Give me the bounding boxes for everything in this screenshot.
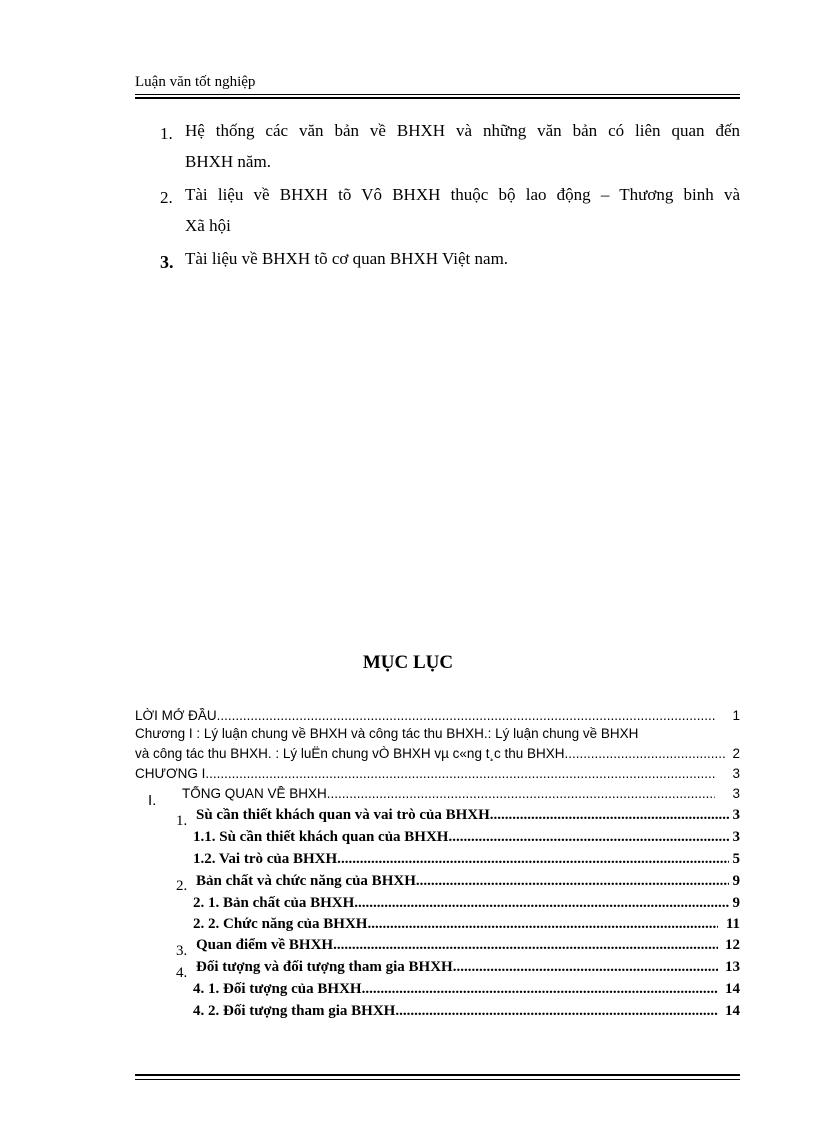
toc-page-number: 11 xyxy=(725,916,740,932)
toc-entry-text: 2. 2. Chức năng của BHXH. xyxy=(193,916,372,932)
toc-entry-text: 1.1. Sù cần thiết khách quan của BHXH xyxy=(193,829,449,845)
header-rule-bottom xyxy=(135,97,740,99)
toc-leader xyxy=(416,873,729,890)
toc-entry[interactable] xyxy=(135,746,727,761)
toc-entry-number: I. xyxy=(148,792,157,809)
toc-entry-text: LỜI MỞ ĐẦU xyxy=(135,708,217,723)
toc-page-number: 3 xyxy=(732,766,740,781)
toc-entry[interactable] xyxy=(135,726,740,741)
toc-entry-text: Bản chất và chức năng của BHXH xyxy=(196,873,416,889)
toc-entry[interactable] xyxy=(135,766,715,781)
toc-page-number: 13 xyxy=(725,959,740,975)
reference-number: 1. xyxy=(160,124,173,143)
toc-entry-text: Chương I : Lý luận chung về BHXH và công tác thu BHXH.: Lý luận chung về BHXH xyxy=(135,726,639,741)
reference-line: Hệ thống các văn bản về BHXH và những văn bản có liên quan đến xyxy=(185,121,740,140)
toc-leader xyxy=(327,786,715,801)
running-header: Luận văn tốt nghiệp xyxy=(135,74,256,90)
toc-page-number: 3 xyxy=(732,786,740,801)
toc-leader xyxy=(371,916,718,933)
toc-page-number: 3 xyxy=(732,807,740,823)
reference-line: Tài liệu về BHXH tõ cơ quan BHXH Việt nam. xyxy=(185,249,509,268)
toc-entry-number: 3. xyxy=(176,943,188,959)
toc-page-number: 12 xyxy=(725,937,740,953)
toc-leader xyxy=(205,766,715,781)
header-rule-top xyxy=(135,94,740,95)
toc-entry-text: 4. 2. Đối tượng tham gia BHXH. xyxy=(193,1003,400,1019)
footer-rule-bottom xyxy=(135,1079,740,1080)
toc-entry[interactable] xyxy=(196,807,729,824)
footer-rule-top xyxy=(135,1074,740,1076)
toc-entry-number: 2. xyxy=(176,878,188,894)
toc-page-number: 3 xyxy=(732,829,740,845)
toc-page-number: 14 xyxy=(725,1003,740,1019)
toc-entry[interactable] xyxy=(196,937,718,954)
toc-entry-number: 4. xyxy=(176,965,188,981)
toc-page-number: 1 xyxy=(732,708,740,723)
toc-leader xyxy=(399,1003,718,1020)
toc-entry[interactable] xyxy=(193,1003,718,1020)
toc-entry[interactable] xyxy=(193,895,729,912)
toc-page-number: 14 xyxy=(725,981,740,997)
toc-entry[interactable] xyxy=(193,916,718,933)
toc-entry-text: 4. 1. Đối tượng của BHXH. xyxy=(193,981,366,997)
toc-leader xyxy=(365,981,718,998)
toc-entry-text: Đối tượng và đối tượng tham gia BHXH. xyxy=(196,959,457,975)
toc-leader xyxy=(341,851,729,868)
toc-entry-number: 1. xyxy=(176,813,188,829)
toc-entry-text: Sù cần thiết khách quan và vai trò của BHXH xyxy=(196,807,490,823)
toc-entry[interactable] xyxy=(196,959,718,976)
reference-line: Xã hội xyxy=(185,216,231,235)
reference-line: BHXH năm. xyxy=(185,152,271,171)
toc-leader xyxy=(448,829,729,846)
toc-page-number: 9 xyxy=(732,873,740,889)
toc-entry-text: TỔNG QUAN VỀ BHXH xyxy=(182,786,327,801)
toc-entry-text: Quan điểm về BHXH xyxy=(196,937,334,953)
toc-page-number: 5 xyxy=(732,851,740,867)
toc-entry-text: và công tác thu BHXH. : Lý luËn chung vÒ BHXH vµ c«ng t¸c thu BHXH. xyxy=(135,746,569,761)
toc-entry[interactable] xyxy=(193,829,729,846)
toc-entry-text: CHƯƠNG I xyxy=(135,766,206,781)
toc-leader xyxy=(333,937,718,954)
toc-leader xyxy=(490,807,729,824)
toc-page-number: 9 xyxy=(732,895,740,911)
toc-title: MỤC LỤC xyxy=(362,652,454,673)
toc-entry[interactable] xyxy=(193,981,718,998)
reference-line: Tài liệu về BHXH tõ Vô BHXH thuộc bộ lao động – Thương binh và xyxy=(185,185,740,204)
toc-page-number: 2 xyxy=(732,746,740,761)
toc-entry[interactable] xyxy=(196,873,729,890)
toc-leader xyxy=(217,708,715,723)
reference-number: 2. xyxy=(160,188,173,207)
toc-entry[interactable] xyxy=(135,708,715,723)
toc-entry-text: 2. 1. Bản chất của BHXH. xyxy=(193,895,359,911)
toc-entry[interactable] xyxy=(182,786,715,801)
toc-leader xyxy=(358,895,729,912)
toc-entry-text: 1.2. Vai trò của BHXH. xyxy=(193,851,341,867)
reference-number: 3. xyxy=(160,252,174,272)
toc-leader xyxy=(456,959,718,976)
toc-entry[interactable] xyxy=(193,851,729,868)
